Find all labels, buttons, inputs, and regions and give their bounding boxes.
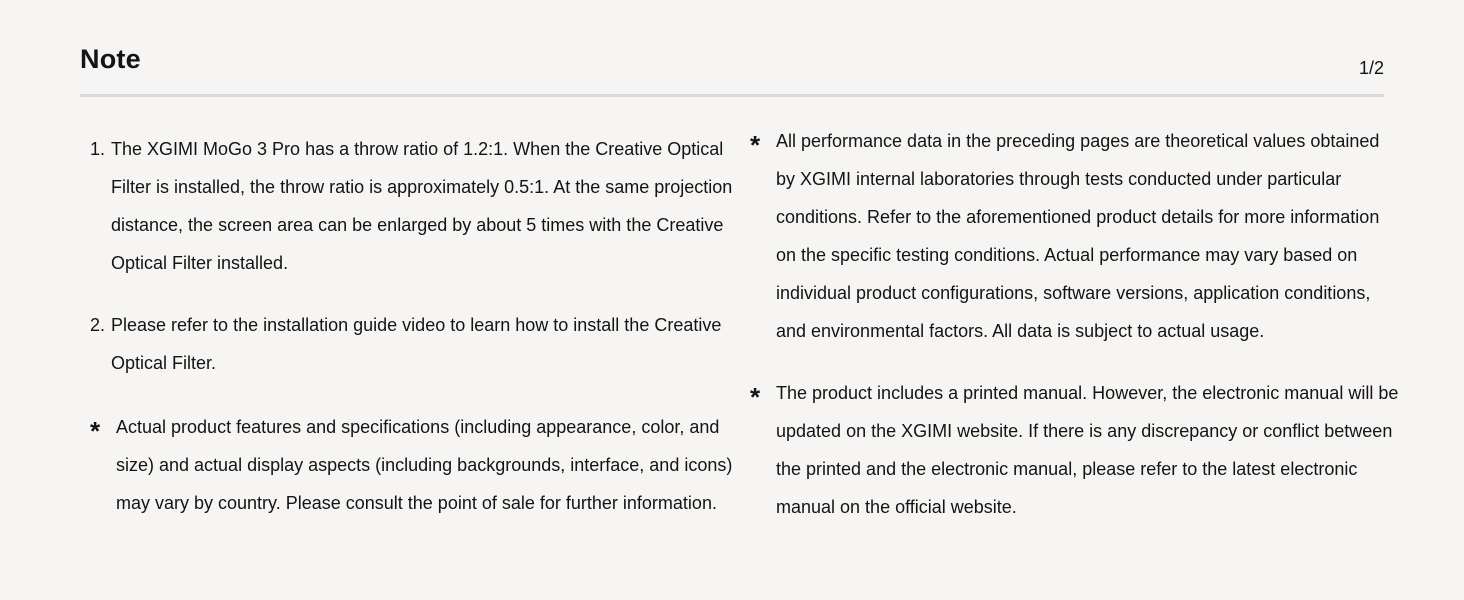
list-number: 1. bbox=[90, 139, 106, 159]
header-divider bbox=[80, 94, 1384, 97]
asterisk-icon: * bbox=[750, 130, 761, 160]
disclaimer-item-manual bbox=[750, 374, 1400, 526]
page-header bbox=[80, 44, 1384, 84]
asterisk-icon: * bbox=[750, 382, 761, 412]
note-text: The product includes a printed manual. However, the electronic manual will be updated on the XGIMI website. If there is any discrepancy or conflict between the printed and the electronic manual, please refer to the latest electronic manual on the official website. bbox=[776, 383, 1399, 517]
note-text: Please refer to the installation guide video to learn how to install the Creative Optical Filter. bbox=[111, 315, 722, 373]
left-column bbox=[90, 130, 736, 522]
note-text: All performance data in the preceding pages are theoretical values obtained by XGIMI internal laboratories through tests conducted under particular conditions. Refer to the aforementioned product details for more information on the specific testing conditions. Actual performance may vary based on individual product configurations, software versions, application conditions, and environmental factors. All data is subject to actual usage. bbox=[776, 131, 1380, 341]
disclaimer-item-performance bbox=[750, 122, 1400, 350]
note-item-1 bbox=[90, 130, 736, 282]
note-text: The XGIMI MoGo 3 Pro has a throw ratio of 1.2:1. When the Creative Optical Filter is installed, the throw ratio is approximately 0.5:1. At the same projection distance, the screen area can be enlarged by about 5 times with the Creative Optical Filter installed. bbox=[111, 139, 733, 273]
note-text: Actual product features and specifications (including appearance, color, and size) and actual display aspects (including backgrounds, interface, and icons) may vary by country. Please consult the point of sale for further information. bbox=[116, 417, 733, 513]
page-number: 1/2 bbox=[1358, 58, 1384, 78]
right-column bbox=[750, 122, 1400, 526]
list-number: 2. bbox=[90, 315, 106, 335]
disclaimer-item-appearance bbox=[90, 408, 736, 522]
asterisk-icon: * bbox=[90, 416, 101, 446]
note-item-2 bbox=[90, 306, 736, 382]
page-title: Note bbox=[80, 44, 141, 74]
